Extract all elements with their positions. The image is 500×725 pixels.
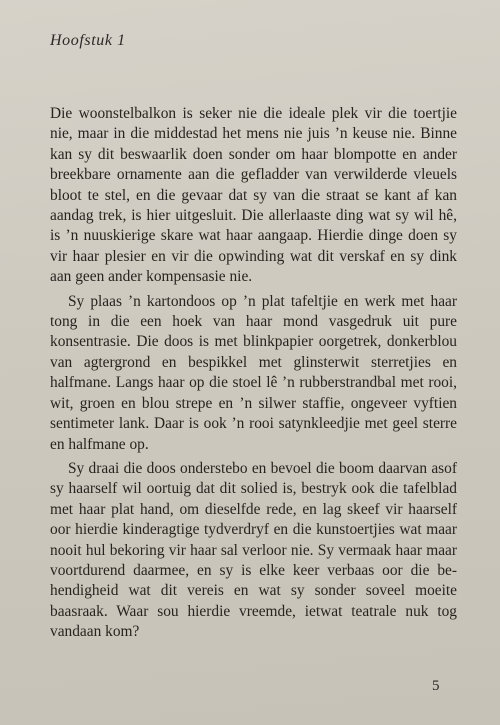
page-number: 5	[432, 678, 440, 694]
chapter-heading: Hoofstuk 1	[50, 32, 126, 49]
paragraph-2: Sy plaas ’n kartondoos op ’n plat tafeltjie en werk met haar tong in die een hoek van haar mond vasgedruk uit pure konsentrasie. Die doos is met blinkpapier oorgetrek, donkerblou van agtergrond en bespikkel met glinsterwit sterretjies en halfmane. Langs haar op die stoel lê ’n rubberstrandbal met rooi, wit, groen en blou strepe en ’n silwer staffie, ongeveer vyftien sentimeter lank. Daar is ook ’n rooi satynkleedjie met geel sterre en halfmane op.	[50, 292, 457, 453]
body-text	[50, 104, 457, 647]
paragraph-1: Die woonstelbalkon is seker nie die ideale plek vir die toertjie nie, maar in die middestad het mens nie juis ’n keuse nie. Binne kan sy dit beswaarlik doen sonder om haar blompotte en ander breekbare ornamente aan die gefladder van verwilderde vleuels bloot te stel, en die gevaar dat sy van die straat se kant af kan aandag trek, is hier uitgesluit. Die allerlaaste ding wat sy wil hê, is ’n nuuskierige skare wat haar aangaap. Hierdie dinge doen sy vir haar plesier en vir die opwinding wat dit verskaf en sy dink aan geen ander kompensasie nie.	[50, 105, 457, 286]
paragraph-3: Sy draai die doos onderstebo en bevoel die boom daarvan asof sy haarself wil oortuig dat dit solied is, bestryk ook die tafelblad met haar plat hand, om dieselfde rede, en lag skeef vir haarself oor hierdie kinderagtige tydverdryf en die kunstoertjies wat maar nooit hul bekoring vir haar sal verloor nie. Sy vermaak haar maar voortdurend daarmee, en sy is elke keer verbaas oor die behendigheid wat dit vereis en wat sy sonder soveel moeite baasraak. Waar sou hierdie vreemde, ietwat teatrale nuk tog vandaan kom?	[50, 459, 457, 641]
